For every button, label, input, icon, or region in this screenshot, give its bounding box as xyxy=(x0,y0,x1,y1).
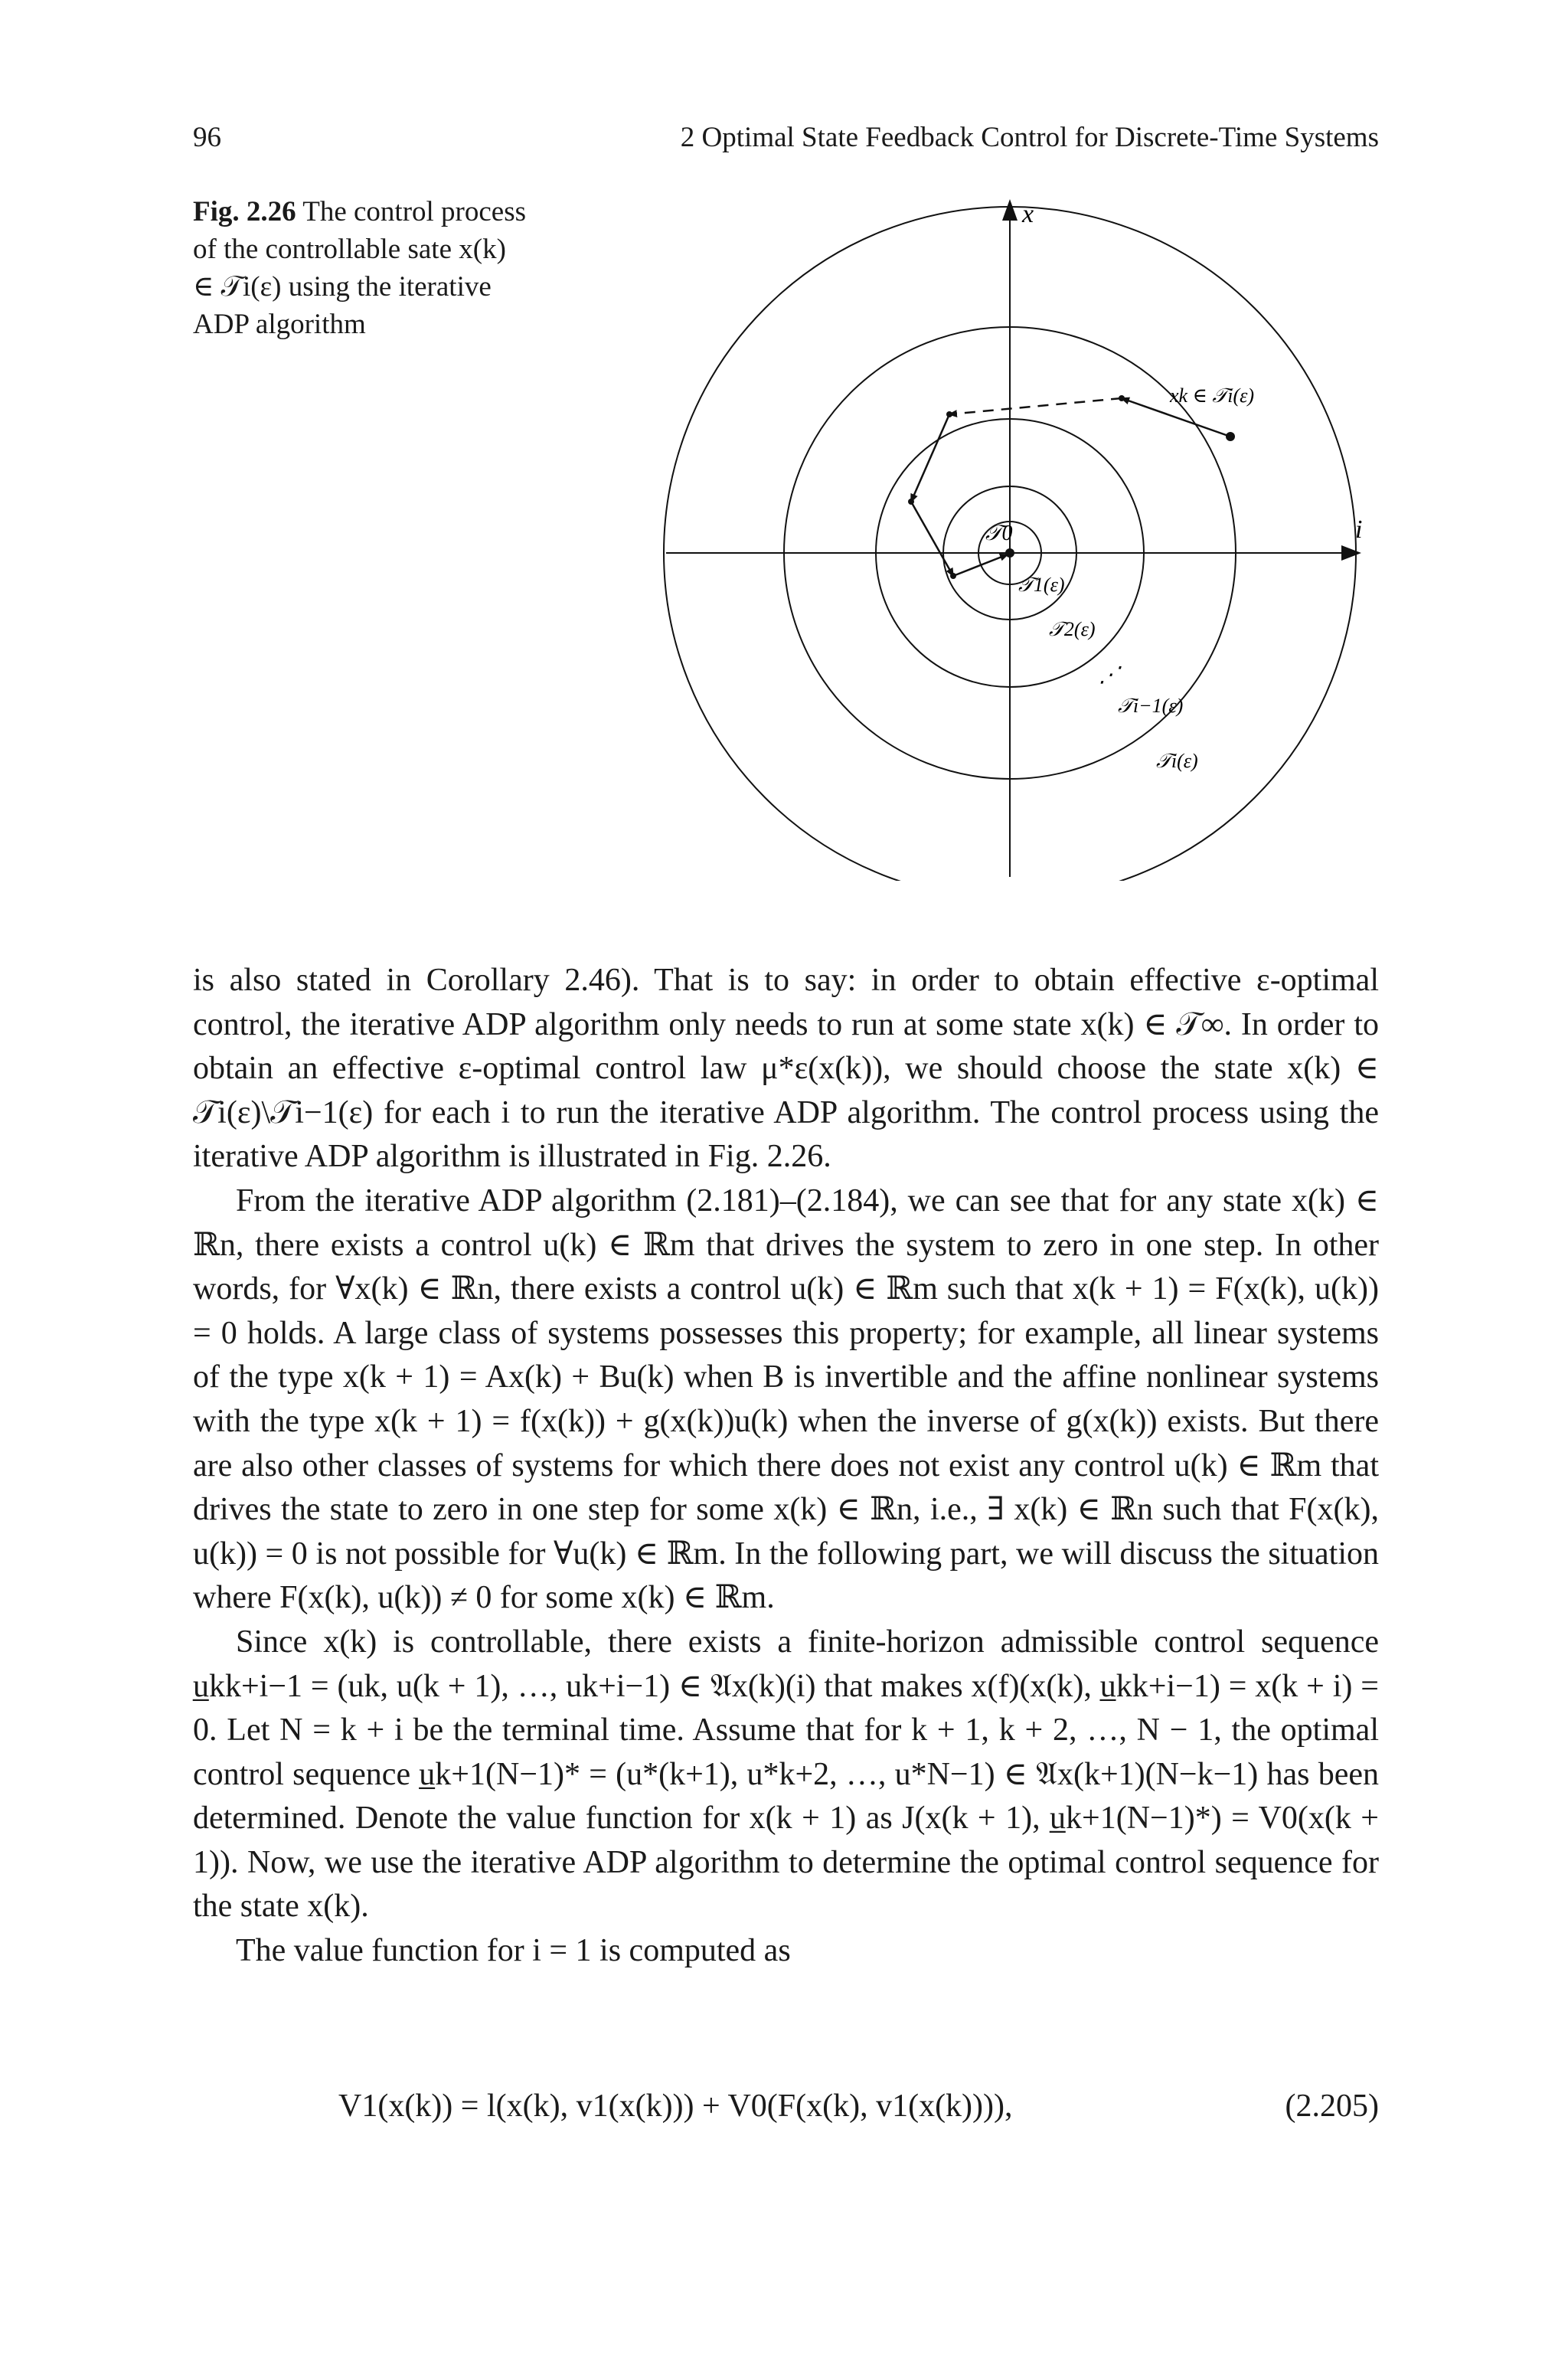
figure-caption-text: The control process of the controllable sate x(k) ∈ 𝒯i(ε) using the iterative ADP algorithm xyxy=(193,196,527,340)
trajectory-dashed-segment xyxy=(949,398,1122,414)
figure-caption xyxy=(193,193,530,343)
label-t2: 𝒯2(ε) xyxy=(1049,618,1096,640)
page-number: 96 xyxy=(193,122,221,153)
control-process-diagram xyxy=(658,191,1393,881)
trajectory-segment-3 xyxy=(911,414,949,502)
body-text xyxy=(193,959,1379,1974)
axis-x-label: x xyxy=(1022,200,1034,228)
label-ti: 𝒯i(ε) xyxy=(1156,750,1198,772)
label-t0: 𝒯0 xyxy=(985,522,1013,545)
axis-horizontal-arrow xyxy=(1341,545,1361,561)
axis-i-label: i xyxy=(1355,515,1363,544)
figure-2-26 xyxy=(658,191,1393,881)
label-ti-1: 𝒯i−1(ε) xyxy=(1118,695,1184,717)
paragraph-2: From the iterative ADP algorithm (2.181)–(2.184), we can see that for any state x(k) ∈ ℝn, there exists a control u(k) ∈ ℝm that drives the system to zero in one step. In other words, for ∀x(k) ∈ ℝn, there exists a control u(k) ∈ ℝm such that x(k + 1) = F(x(k), u(k)) = 0 holds. A large class of systems possesses this property; for example, all linear systems of the type x(k + 1) = Ax(k) + Bu(k) when B is invertible and the affine nonlinear systems with the type x(k + 1) = f(x(k)) + g(x(k))u(k) when the inverse of g(x(k)) exists. But there are also other classes of systems for which there does not exist any control u(k) ∈ ℝm that drives the state to zero in one step for some x(k) ∈ ℝn, i.e., ∃ x(k) ∈ ℝn such that F(x(k), u(k)) = 0 is not possible for ∀u(k) ∈ ℝm. In the following part, we will discuss the situation where F(x(k), u(k)) ≠ 0 for some x(k) ∈ ℝm. xyxy=(193,1182,1379,1616)
equation-number: (2.205) xyxy=(1285,2089,1379,2124)
label-t1: 𝒯1(ε) xyxy=(1018,574,1065,596)
trajectory-origin-point xyxy=(1005,548,1014,558)
trajectory-segment-5 xyxy=(953,554,1008,576)
label-dots: ⋰ xyxy=(1099,663,1120,687)
trajectory-segment-4 xyxy=(911,502,953,576)
equation-2-205 xyxy=(193,2088,1379,2134)
paragraph-1: is also stated in Corollary 2.46). That is to say: in order to obtain effective ε-optimal control, the iterative ADP algorithm only needs to run at some state x(k) ∈ 𝒯∞. In order to obtain an effective ε-optimal control law μ*ε(x(k)), we should choose the state x(k) ∈ 𝒯i(ε)\𝒯i−1(ε) for each i to run the iterative ADP algorithm. The control process using the iterative ADP algorithm is illustrated in Fig. 2.26. xyxy=(193,963,1379,1175)
figure-label: Fig. 2.26 xyxy=(193,196,296,227)
paragraph-3: Since x(k) is controllable, there exists a finite-horizon admissible control sequence u̲kk+i−1 = (uk, u(k + 1), …, uk+i−1) ∈ 𝔄x(k)(i) that makes x(f)(x(k), u̲kk+i−1) = x(k + i) = 0. Let N = k + i be the terminal time. Assume that for k + 1, k + 2, …, N − 1, the optimal control sequence u̲k+1(N−1)* = (u*(k+1), u*k+2, …, u*N−1) ∈ 𝔄x(k+1)(N−k−1) has been determined. Denote the value function for x(k + 1) as J(x(k + 1), u̲k+1(N−1)*) = V0(x(k + 1)). Now, we use the iterative ADP algorithm to determine the optimal control sequence for the state x(k). xyxy=(193,1624,1379,1925)
running-head: 2 Optimal State Feedback Control for Discrete-Time Systems xyxy=(680,122,1379,153)
label-xk: xk ∈ 𝒯i(ε) xyxy=(1170,384,1255,407)
axis-vertical-arrow xyxy=(1002,199,1018,221)
page-header xyxy=(193,121,1379,159)
equation-body: V1(x(k)) = l(x(k), v1(x(k))) + V0(F(x(k), v1(x(k)))), xyxy=(338,2089,1013,2124)
paragraph-4: The value function for i = 1 is computed as xyxy=(236,1933,791,1969)
